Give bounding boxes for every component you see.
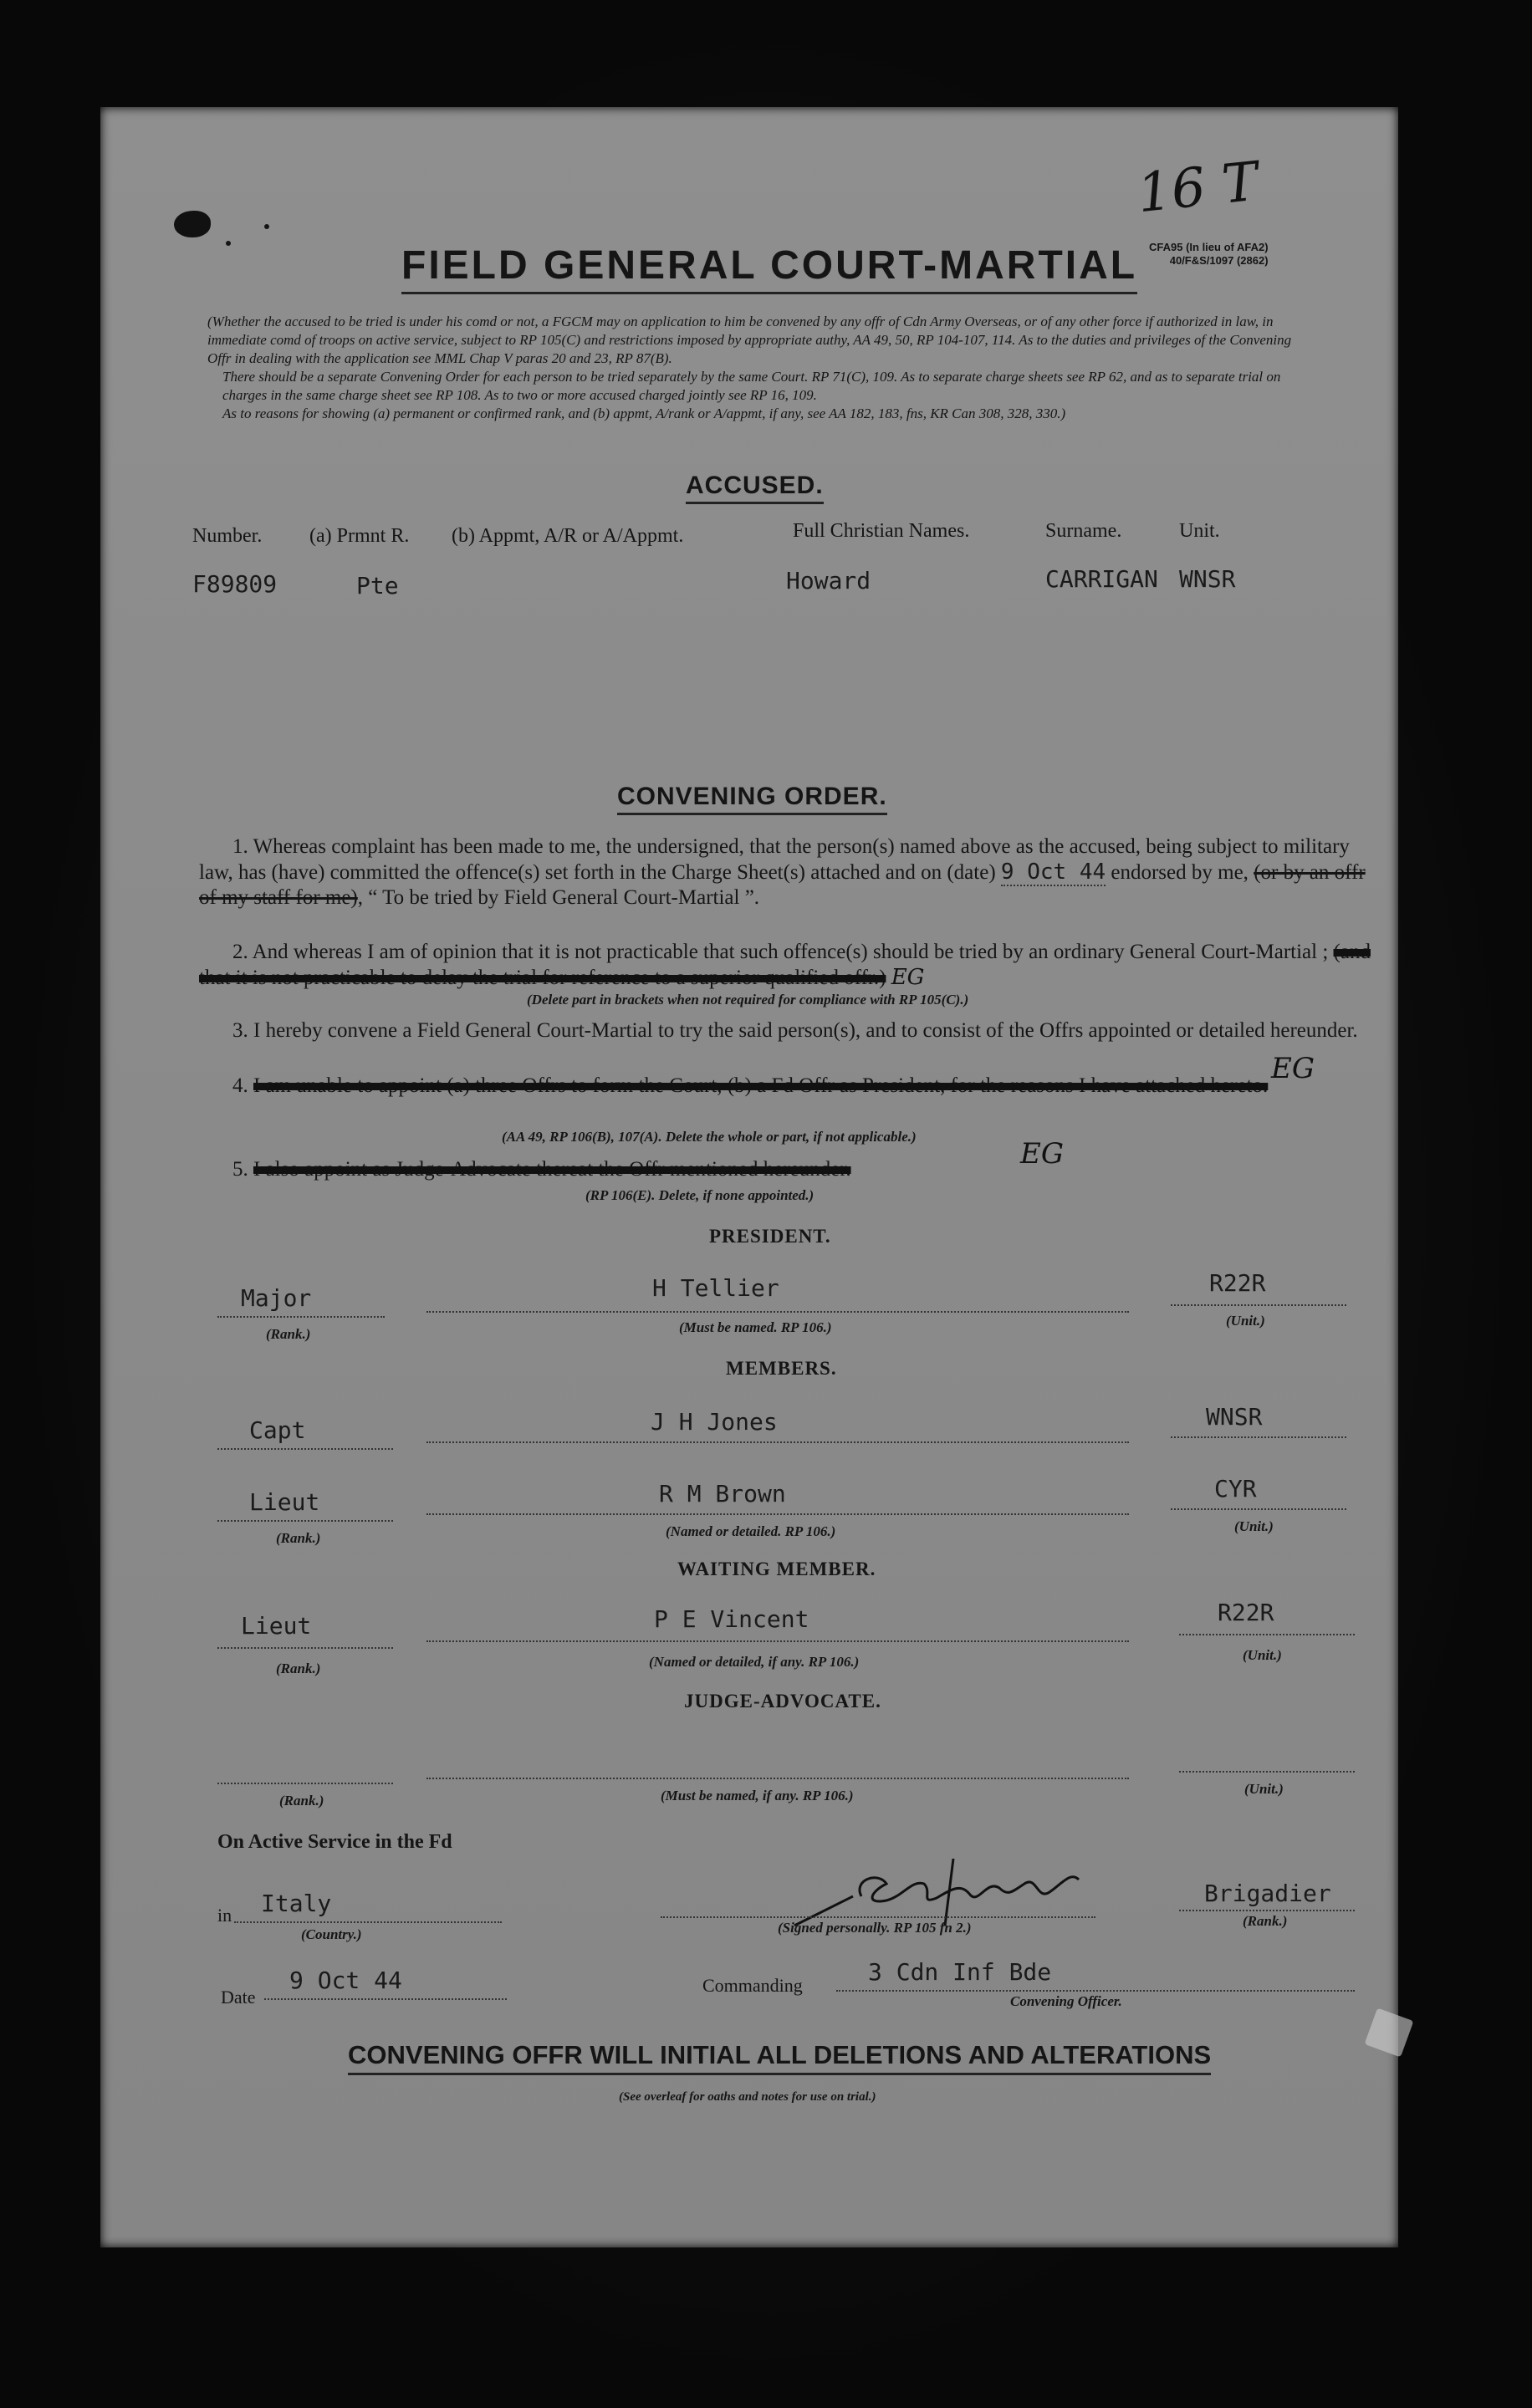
- judge-advocate-heading: JUDGE-ADVOCATE.: [684, 1691, 881, 1712]
- caption-waiting: (Named or detailed, if any. RP 106.): [649, 1654, 860, 1670]
- offence-date: 9 Oct 44: [1000, 860, 1106, 885]
- col-christian-names: Full Christian Names.: [793, 520, 970, 542]
- para-number: 3.: [232, 1019, 248, 1042]
- form-reference: CFA95 (In lieu of AFA2) 40/F&S/1097 (2862): [1149, 241, 1269, 267]
- country-value: Italy: [261, 1890, 332, 1917]
- caption-unit: (Unit.): [1244, 1781, 1284, 1797]
- struck-text: I am unable to appoint (a) three Offrs to form the Court, (b) a Fd Offr as President, for the reasons I have attached hereto.: [253, 1074, 1269, 1097]
- caption-country: (Country.): [301, 1926, 362, 1942]
- para-4-note: (AA 49, RP 106(B), 107(A). Delete the whole or part, if not applicable.): [502, 1129, 917, 1145]
- col-surname: Surname.: [1045, 520, 1122, 542]
- caption-rank: (Rank.): [279, 1793, 324, 1809]
- struck-text: (and that it is not practicable to delay the trial for reference to a superior qualified offr.): [199, 941, 1371, 989]
- ink-blot: [174, 211, 211, 237]
- caption-unit: (Unit.): [1226, 1313, 1265, 1329]
- signatory-rank: Brigadier: [1204, 1880, 1331, 1907]
- caption-members: (Named or detailed. RP 106.): [666, 1523, 836, 1539]
- waiting-member-name: P E Vincent: [654, 1605, 809, 1633]
- caption-rank: (Rank.): [276, 1530, 321, 1546]
- initials: EG: [1271, 1052, 1315, 1085]
- form-title: FIELD GENERAL COURT-MARTIAL: [401, 242, 1137, 294]
- convening-para-3: [199, 1018, 1386, 1043]
- convening-order-heading: CONVENING ORDER.: [617, 783, 887, 815]
- caption-president: (Must be named. RP 106.): [679, 1319, 832, 1335]
- para-number: 2.: [232, 941, 248, 963]
- footer-overleaf-note: (See overleaf for oaths and notes for use on trial.): [619, 2090, 876, 2104]
- convening-para-2: [199, 940, 1386, 991]
- caption-unit: (Unit.): [1243, 1647, 1282, 1663]
- caption-rank: (Rank.): [266, 1326, 311, 1342]
- member-2-rank: Lieut: [249, 1488, 320, 1516]
- member-2-name: R M Brown: [659, 1480, 786, 1508]
- caption-signature: (Signed personally. RP 105 fn 2.): [778, 1920, 972, 1936]
- para-text: And whereas I am of opinion that it is not practicable that such offence(s) should be tried by an ordinary General Court-Martial ;: [252, 941, 1329, 963]
- accused-number: F89809: [192, 570, 278, 598]
- instructions-para: As to reasons for showing (a) permanent or confirmed rank, and (b) appmt, A/rank or A/appmt, if any, see AA 182, 183, fns, KR Can 308, 328, 330.): [222, 406, 1066, 421]
- form-page: [100, 107, 1398, 2247]
- accused-unit: WNSR: [1179, 565, 1236, 593]
- para-number: 5.: [232, 1158, 248, 1181]
- para-number: 4.: [232, 1074, 248, 1097]
- para-text: Whereas complaint has been made to me, the undersigned, that the person(s) named above as the accused, being subject to military law, has (have) committed the offence(s) set forth in the Charge Sheet(s) attached and on (date): [199, 835, 1350, 884]
- instructions-para: (Whether the accused to be tried is under his comd or not, a FGCM may on application to him be convened by any offr of Cdn Army Overseas, or of any other force if authorized in law, in immediate comd of troops on active service, subject to RP 105(C) and restrictions imposed by appropriate authy, AA 49, 50, RP 104-107, 114. As to the duties and privileges of the Convening Offr in dealing with the application see MML Chap V paras 20 and 23, RP 87(B).: [207, 314, 1292, 366]
- accused-rank: Pte: [356, 572, 399, 599]
- footer-notice: CONVENING OFFR WILL INITIAL ALL DELETIONS AND ALTERATIONS: [348, 2040, 1211, 2075]
- member-1-unit: WNSR: [1206, 1403, 1263, 1431]
- para-text: , “ To be tried by Field General Court-Martial ”.: [357, 886, 760, 909]
- president-name: H Tellier: [652, 1274, 779, 1302]
- marginal-note: 16 T: [1134, 150, 1261, 226]
- waiting-member-heading: WAITING MEMBER.: [677, 1559, 876, 1579]
- ink-spot: [226, 241, 231, 246]
- member-1-name: J H Jones: [651, 1408, 778, 1436]
- waiting-member-rank: Lieut: [241, 1612, 312, 1640]
- president-rank: Major: [241, 1284, 312, 1312]
- struck-text: I also appoint as Judge-Advocate thereat the Offr mentioned hereunder.: [253, 1158, 851, 1181]
- date-label: Date: [221, 1987, 256, 2008]
- president-unit: R22R: [1209, 1269, 1266, 1297]
- accused-surname: CARRIGAN: [1045, 565, 1158, 593]
- convening-para-1: [199, 834, 1386, 911]
- instructions-block: [207, 313, 1295, 423]
- caption-convening-officer: Convening Officer.: [1010, 1993, 1122, 2009]
- col-number: Number.: [192, 525, 263, 547]
- instructions-para: There should be a separate Convening Order for each person to be tried separately by the same Court. RP 71(C), 109. As to separate charge sheets see RP 62, and as to separate trial on charges in the same charge sheet see RP 108. As to two or more accused charged jointly see RP 16, 109.: [222, 369, 1281, 403]
- para-text: I hereby convene a Field General Court-Martial to try the said person(s), and to consist of the Offrs appointed or detailed hereunder.: [253, 1019, 1358, 1042]
- col-unit: Unit.: [1179, 520, 1220, 542]
- caption-unit: (Unit.): [1234, 1518, 1274, 1534]
- member-1-rank: Capt: [249, 1416, 306, 1444]
- col-appointment: (b) Appmt, A/R or A/Appmt.: [452, 525, 684, 547]
- para-5-note: (RP 106(E). Delete, if none appointed.): [585, 1187, 815, 1203]
- col-permanent-rank: (a) Prmnt R.: [309, 525, 410, 547]
- caption-judge: (Must be named, if any. RP 106.): [661, 1788, 854, 1803]
- active-service-label: On Active Service in the Fd: [217, 1831, 452, 1853]
- date-value: 9 Oct 44: [289, 1967, 402, 1994]
- waiting-member-unit: R22R: [1218, 1599, 1274, 1626]
- para-2-note: (Delete part in brackets when not required for compliance with RP 105(C).): [527, 992, 969, 1008]
- members-heading: MEMBERS.: [726, 1358, 837, 1379]
- ink-spot: [264, 224, 269, 229]
- convening-para-4: [199, 1074, 1386, 1099]
- in-label: in: [217, 1905, 232, 1926]
- accused-heading: ACCUSED.: [686, 472, 824, 504]
- caption-rank: (Rank.): [1243, 1913, 1288, 1929]
- commanding-label: Commanding: [702, 1975, 803, 1996]
- caption-rank: (Rank.): [276, 1661, 321, 1676]
- command-value: 3 Cdn Inf Bde: [868, 1958, 1052, 1986]
- struck-text: (or by an offr of my staff for me): [199, 861, 1366, 909]
- initials: EG: [1020, 1137, 1064, 1171]
- para-text: endorsed by me,: [1111, 861, 1249, 884]
- president-heading: PRESIDENT.: [709, 1226, 831, 1247]
- accused-christian-names: Howard: [786, 567, 871, 594]
- member-2-unit: CYR: [1214, 1475, 1257, 1502]
- initials: EG: [891, 965, 925, 990]
- para-number: 1.: [232, 835, 248, 858]
